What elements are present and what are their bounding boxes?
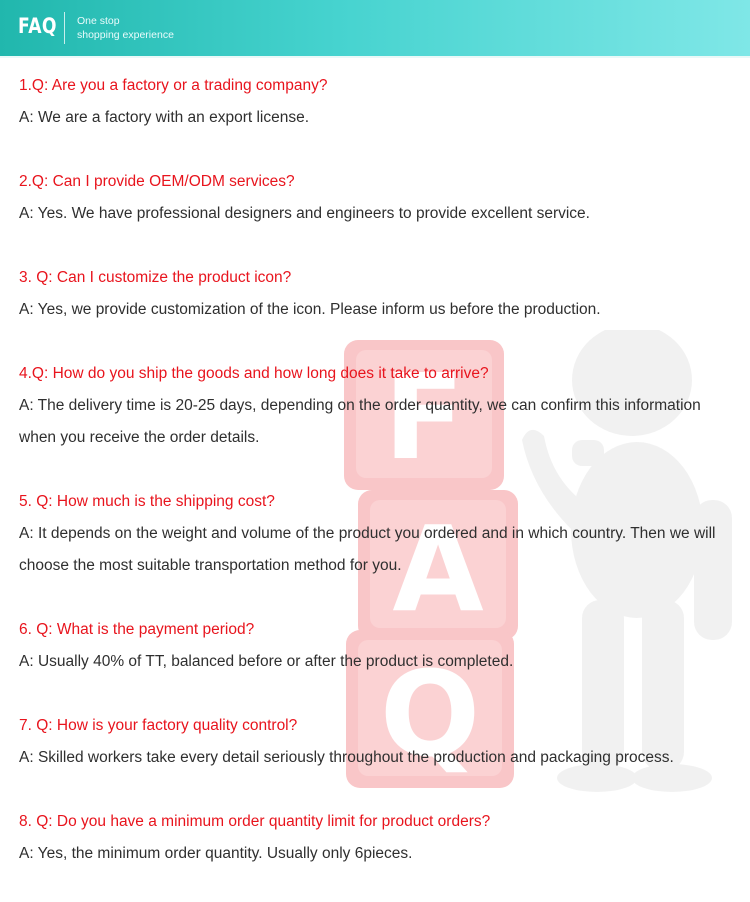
faq-item — [19, 710, 734, 774]
faq-item — [19, 486, 734, 582]
faq-item — [19, 166, 734, 230]
faq-answer: A: We are a factory with an export license. — [19, 109, 310, 126]
faq-question: 1.Q: Are you a factory or a trading company? — [19, 77, 328, 94]
faq-answer: A: Skilled workers take every detail seriously throughout the production and packaging process. — [19, 749, 674, 766]
faq-question: 6. Q: What is the payment period? — [19, 621, 255, 638]
faq-answer: A: The delivery time is 20-25 days, depending on the order quantity, we can confirm this information when you receive the order details. — [19, 397, 701, 446]
header-tagline — [77, 14, 174, 42]
faq-question: 4.Q: How do you ship the goods and how long does it take to arrive? — [19, 365, 489, 382]
faq-question: 5. Q: How much is the shipping cost? — [19, 493, 275, 510]
header-divider-line — [0, 56, 750, 58]
faq-header-banner — [0, 0, 750, 56]
faq-answer: A: It depends on the weight and volume of the product you ordered and in which country. Then we will choose the most suitable transportation method for you. — [19, 525, 716, 574]
faq-item — [19, 358, 734, 454]
cube-f-letter: F — [383, 348, 465, 486]
cube-a-letter: A — [392, 500, 484, 638]
faq-item — [19, 262, 734, 326]
faq-list — [19, 70, 734, 902]
header-divider — [64, 12, 65, 44]
faq-answer: A: Yes, the minimum order quantity. Usually only 6pieces. — [19, 845, 413, 862]
faq-logo: FAQ — [18, 14, 57, 38]
faq-answer: A: Yes. We have professional designers and engineers to provide excellent service. — [19, 205, 590, 222]
faq-question: 3. Q: Can I customize the product icon? — [19, 269, 292, 286]
faq-question: 7. Q: How is your factory quality control? — [19, 717, 298, 734]
faq-item — [19, 806, 734, 870]
tagline-line-1: One stop — [77, 15, 120, 27]
cube-q-letter: Q — [379, 645, 481, 783]
faq-answer: A: Usually 40% of TT, balanced before or after the product is completed. — [19, 653, 514, 670]
faq-item — [19, 614, 734, 678]
tagline-line-2: shopping experience — [77, 29, 174, 41]
faq-question: 2.Q: Can I provide OEM/ODM services? — [19, 173, 295, 190]
faq-item — [19, 70, 734, 134]
faq-answer: A: Yes, we provide customization of the icon. Please inform us before the production. — [19, 301, 601, 318]
faq-question: 8. Q: Do you have a minimum order quantity limit for product orders? — [19, 813, 491, 830]
